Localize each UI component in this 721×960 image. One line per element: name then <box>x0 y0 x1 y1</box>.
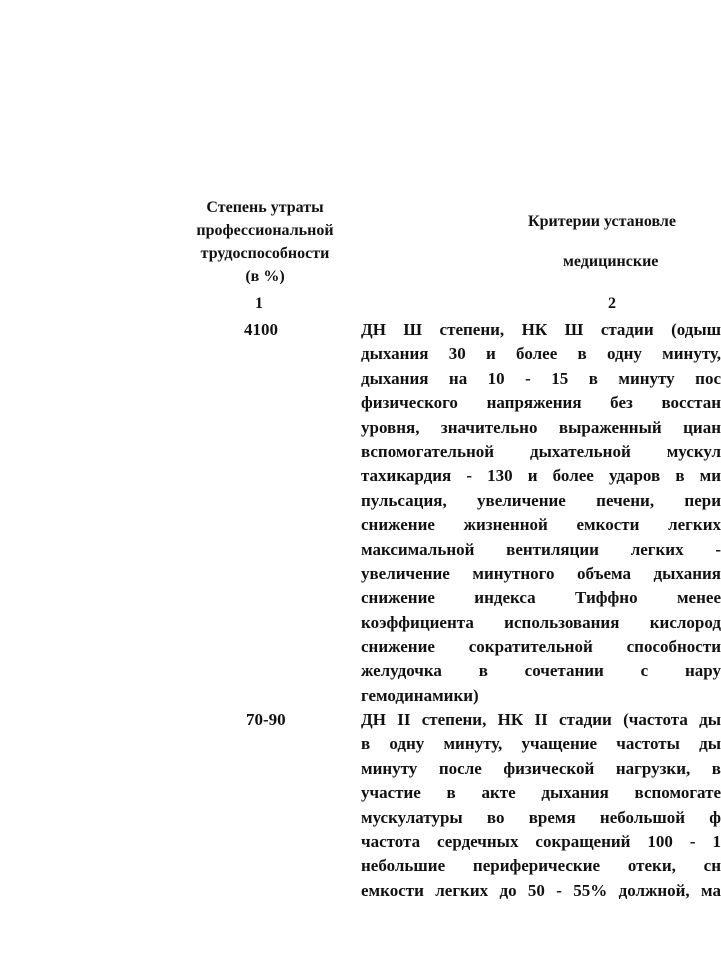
column-subheader-medical: медицинские <box>563 253 659 270</box>
text-line: минуту после физической нагрузки, в <box>361 758 721 778</box>
row-1-percent: 4100 <box>244 320 278 339</box>
text-line: пульсация, увеличение печени, пери <box>361 490 721 510</box>
text-line: коэффициента использования кислород <box>361 612 721 632</box>
text-line: снижение индекса Тиффно менее <box>361 588 721 608</box>
text-line: небольшие периферические отеки, сн <box>361 856 721 876</box>
text-line: увеличение минутного объема дыхания <box>361 563 721 583</box>
text-line: емкости легких до 50 - 55% должной, ма <box>361 880 721 900</box>
column-header-degree-line: профессиональной <box>196 222 334 239</box>
column-header-degree-line: (в %) <box>245 268 285 285</box>
row-1-criteria-text <box>361 318 721 705</box>
column-header-criteria: Критерии установле <box>528 213 677 230</box>
text-line: снижение жизненной емкости легких <box>361 515 721 535</box>
text-line: гемодинамики) <box>361 685 479 705</box>
text-line: ДН II степени, НК II стадии (частота ды <box>361 710 721 729</box>
text-line: дыхания на 10 - 15 в минуту пос <box>361 368 721 388</box>
text-line: желудочка в сочетании с нару <box>361 661 721 681</box>
row-2-percent: 70-90 <box>246 710 286 729</box>
column-number-1: 1 <box>255 295 263 312</box>
text-line: участие в акте дыхания вспомогате <box>361 783 721 803</box>
text-line: частота сердечных сокращений 100 - 1 <box>361 831 721 851</box>
text-line: вспомогательной дыхательной мускул <box>361 441 721 461</box>
text-line: тахикардия - 130 и более ударов в ми <box>361 466 721 486</box>
text-line: ДН Ш степени, НК Ш стадии (одыш <box>361 320 721 339</box>
text-line: физического напряжения без восстан <box>361 393 721 413</box>
text-line: максимальной вентиляции легких - <box>361 539 721 559</box>
row-2-criteria-text <box>361 708 721 900</box>
column-header-degree-line: Степень утраты <box>206 199 324 216</box>
column-header-degree-line: трудоспособности <box>200 245 330 262</box>
column-header-degree <box>185 196 345 288</box>
text-line: снижение сократительной способности <box>361 637 721 657</box>
text-line: уровня, значительно выраженный циан <box>361 417 721 437</box>
text-line: в одну минуту, учащение частоты ды <box>361 734 721 754</box>
column-number-2: 2 <box>608 295 616 312</box>
text-line: мускулатуры во время небольшой ф <box>361 807 721 827</box>
text-line: дыхания 30 и более в одну минуту, <box>361 344 721 364</box>
